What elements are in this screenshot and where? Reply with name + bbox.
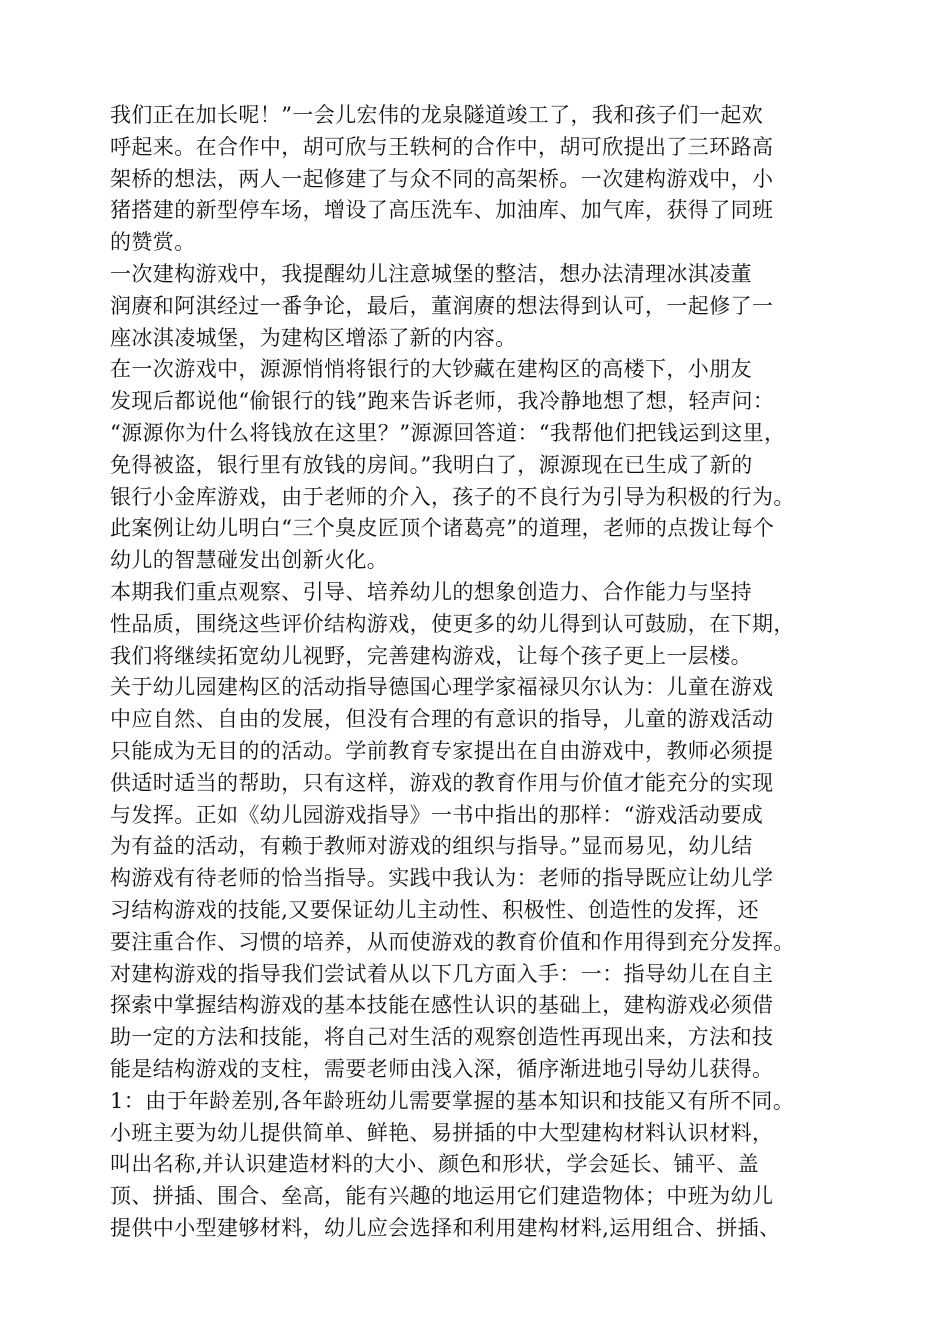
text-line: 提供中小型建够材料，幼儿应会选择和利用建构材料,运用组合、拼插、 (110, 1215, 781, 1240)
text-line: 润赓和阿淇经过一番争论，最后，董润赓的想法得到认可，一起修了一 (110, 293, 774, 318)
text-line: 关于幼儿园建构区的活动指导德国心理学家福禄贝尔认为：儿童在游戏 (110, 675, 774, 700)
text-line: 架桥的想法，两人一起修建了与众不同的高架桥。一次建构游戏中，小 (110, 166, 774, 191)
text-line: 叫出名称,并认识建造材料的大小、颜色和形状，学会延长、铺平、盖 (110, 1152, 760, 1177)
text-line: 本期我们重点观察、引导、培养幼儿的想象创造力、合作能力与坚持 (110, 579, 752, 604)
text-line: 我们正在加长呢！”一会儿宏伟的龙泉隧道竣工了，我和孩子们一起欢 (110, 103, 764, 127)
text-line: 小班主要为幼儿提供简单、鲜艳、易拼插的中大型建构材料认识材料， (110, 1120, 774, 1145)
text-line: 顶、拼插、围合、垒高，能有兴趣的地运用它们建造物体；中班为幼儿 (110, 1184, 774, 1209)
text-line: 对建构游戏的指导我们尝试着从以下几方面入手：一：指导幼儿在自主 (110, 961, 774, 986)
text-line: 银行小金库游戏，由于老师的介入，孩子的不良行为引导为积极的行为。 (110, 484, 795, 509)
text-line: 中应自然、自由的发展，但没有合理的有意识的指导，儿童的游戏活动 (110, 707, 774, 732)
text-line: 的赞赏。 (110, 230, 196, 255)
text-line: 要注重合作、习惯的培养，从而使游戏的教育价值和作用得到充分发挥。 (110, 929, 795, 954)
text-line: 性品质，围绕这些评价结构游戏，使更多的幼儿得到认可鼓励，在下期， (110, 611, 795, 636)
text-line: 为有益的活动，有赖于教师对游戏的组织与指导。”显而易见，幼儿结 (110, 834, 753, 859)
text-line: 只能成为无目的的活动。学前教育专家提出在自由游戏中，教师必须提 (110, 738, 774, 763)
text-line: 供适时适当的帮助，只有这样，游戏的教育作用与价值才能充分的实现 (110, 770, 774, 795)
text-line: 1：由于年龄差别,各年龄班幼儿需要掌握的基本知识和技能又有所不同。 (110, 1088, 795, 1113)
text-line: 能是结构游戏的支柱，需要老师由浅入深，循序渐进地引导幼儿获得。 (110, 1056, 774, 1081)
text-line: 习结构游戏的技能,又要保证幼儿主动性、积极性、创造性的发挥，还 (110, 897, 760, 922)
text-line: “源源你为什么将钱放在这里？”源源回答道：“我帮他们把钱运到这里， (110, 420, 786, 445)
text-line: 构游戏有待老师的恰当指导。实践中我认为：老师的指导既应让幼儿学 (110, 866, 774, 891)
text-line: 免得被盗，银行里有放钱的房间。”我明白了，源源现在已生成了新的 (110, 452, 753, 477)
text-line: 此案例让幼儿明白“三个臭皮匠顶个诸葛亮”的道理，老师的点拨让每个 (110, 516, 775, 541)
text-line: 助一定的方法和技能，将自己对生活的观察创造性再现出来，方法和技 (110, 1025, 774, 1050)
text-line: 与发挥。正如《幼儿园游戏指导》一书中指出的那样：“游戏活动要成 (110, 802, 764, 827)
text-line: 猪搭建的新型停车场，增设了高压洗车、加油库、加气库，获得了同班 (110, 198, 774, 223)
text-line: 发现后都说他“偷银行的钱”跑来告诉老师，我冷静地想了想，轻声问： (110, 389, 775, 414)
text-line: 探索中掌握结构游戏的基本技能在感性认识的基础上，建构游戏必须借 (110, 993, 774, 1018)
text-line: 一次建构游戏中，我提醒幼儿注意城堡的整洁，想办法清理冰淇凌董 (110, 261, 752, 286)
text-line: 在一次游戏中，源源悄悄将银行的大钞藏在建构区的高楼下，小朋友 (110, 357, 752, 382)
text-line: 呼起来。在合作中，胡可欣与王轶柯的合作中，胡可欣提出了三环路高 (110, 134, 774, 159)
text-line: 幼儿的智慧碰发出创新火化。 (110, 548, 389, 573)
text-line: 我们将继续拓宽幼儿视野，完善建构游戏，让每个孩子更上一层楼。 (110, 643, 752, 668)
document-body (110, 100, 850, 1245)
text-line: 座冰淇凌城堡，为建构区增添了新的内容。 (110, 325, 517, 350)
